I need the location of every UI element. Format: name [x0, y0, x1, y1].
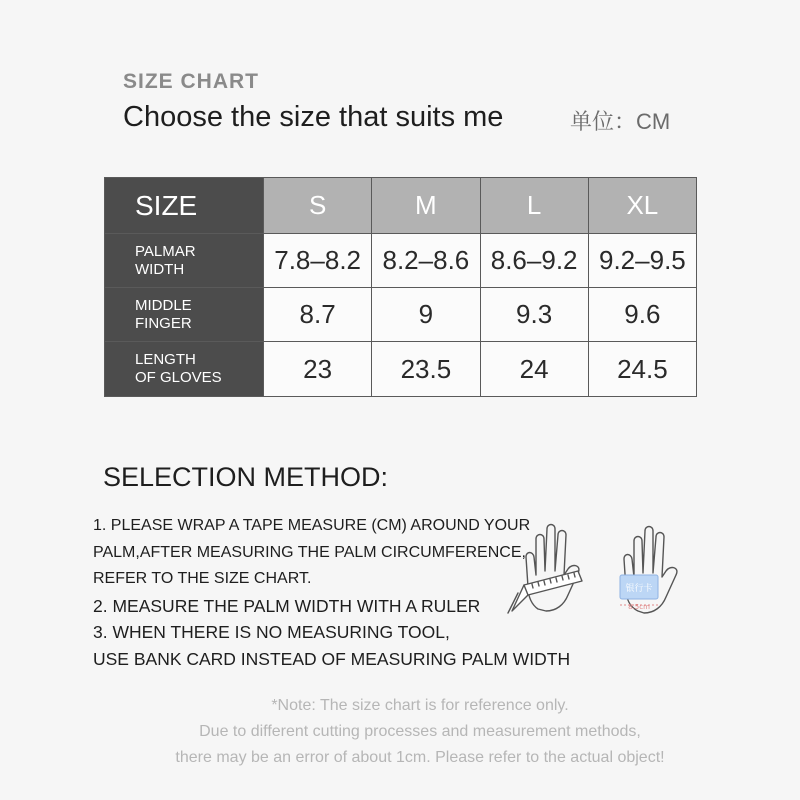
- table-cell: 9.3: [480, 288, 588, 342]
- note-line: *Note: The size chart is for reference only.: [271, 697, 569, 714]
- size-table-header-row: [105, 178, 697, 234]
- selection-method-title: SELECTION METHOD:: [103, 462, 389, 492]
- table-row: [105, 234, 697, 288]
- hand-with-tape-measure-icon: [508, 525, 582, 614]
- size-column-m: M: [372, 178, 480, 234]
- page-title: Choose the size that suits me: [123, 101, 504, 133]
- size-table: [104, 177, 697, 397]
- table-cell: 9.2–9.5: [588, 234, 696, 288]
- note-line: there may be an error of about 1cm. Please refer to the actual object!: [175, 749, 665, 766]
- table-cell: 9.6: [588, 288, 696, 342]
- row-label-line: MIDDLE: [135, 296, 192, 314]
- table-cell: 8.2–8.6: [372, 234, 480, 288]
- note-line: Due to different cutting processes and measurement methods,: [199, 723, 641, 740]
- row-label-palmar-width: [105, 234, 264, 288]
- row-label-middle-finger: [105, 288, 264, 342]
- size-column-l: L: [480, 178, 588, 234]
- row-label-line: LENGTH: [135, 351, 196, 368]
- step-line: 2. MEASURE THE PALM WIDTH WITH A RULER: [93, 595, 481, 616]
- card-measure-label: 8.5cm: [628, 603, 650, 611]
- step-line: REFER TO THE SIZE CHART.: [93, 570, 312, 587]
- size-column-xl: XL: [588, 178, 696, 234]
- row-label-line: PALMAR: [135, 242, 196, 260]
- table-cell: 23.5: [372, 342, 480, 397]
- table-row: [105, 342, 697, 397]
- table-cell: 24: [480, 342, 588, 397]
- hand-with-bank-card-icon: [620, 527, 677, 614]
- step-line: 3. WHEN THERE IS NO MEASURING TOOL,: [93, 622, 450, 642]
- table-cell: 23: [264, 342, 372, 397]
- size-corner-label: SIZE: [105, 178, 264, 234]
- step-line: 1. PLEASE WRAP A TAPE MEASURE (CM) AROUND YOUR: [93, 517, 531, 534]
- table-cell: 9: [372, 288, 480, 342]
- step-line: USE BANK CARD INSTEAD OF MEASURING PALM WIDTH: [93, 648, 571, 669]
- size-column-s: S: [264, 178, 372, 234]
- row-label-line: OF GLOVES: [135, 369, 222, 386]
- row-label-length-of-gloves: [105, 342, 264, 397]
- row-label-line: FINGER: [135, 314, 192, 332]
- card-label: 银行卡: [625, 584, 653, 594]
- unit-label: 单位：CM: [570, 109, 671, 134]
- row-label-line: WIDTH: [135, 260, 185, 278]
- size-chart-eyebrow: SIZE CHART: [123, 70, 259, 93]
- reference-note: [0, 693, 800, 771]
- table-cell: 8.6–9.2: [480, 234, 588, 288]
- table-row: [105, 288, 697, 342]
- table-cell: 8.7: [264, 288, 372, 342]
- table-cell: 7.8–8.2: [264, 234, 372, 288]
- measurement-illustration: [498, 513, 698, 623]
- step-line: PALM,AFTER MEASURING THE PALM CIRCUMFERENCE,: [93, 543, 526, 561]
- table-cell: 24.5: [588, 342, 696, 397]
